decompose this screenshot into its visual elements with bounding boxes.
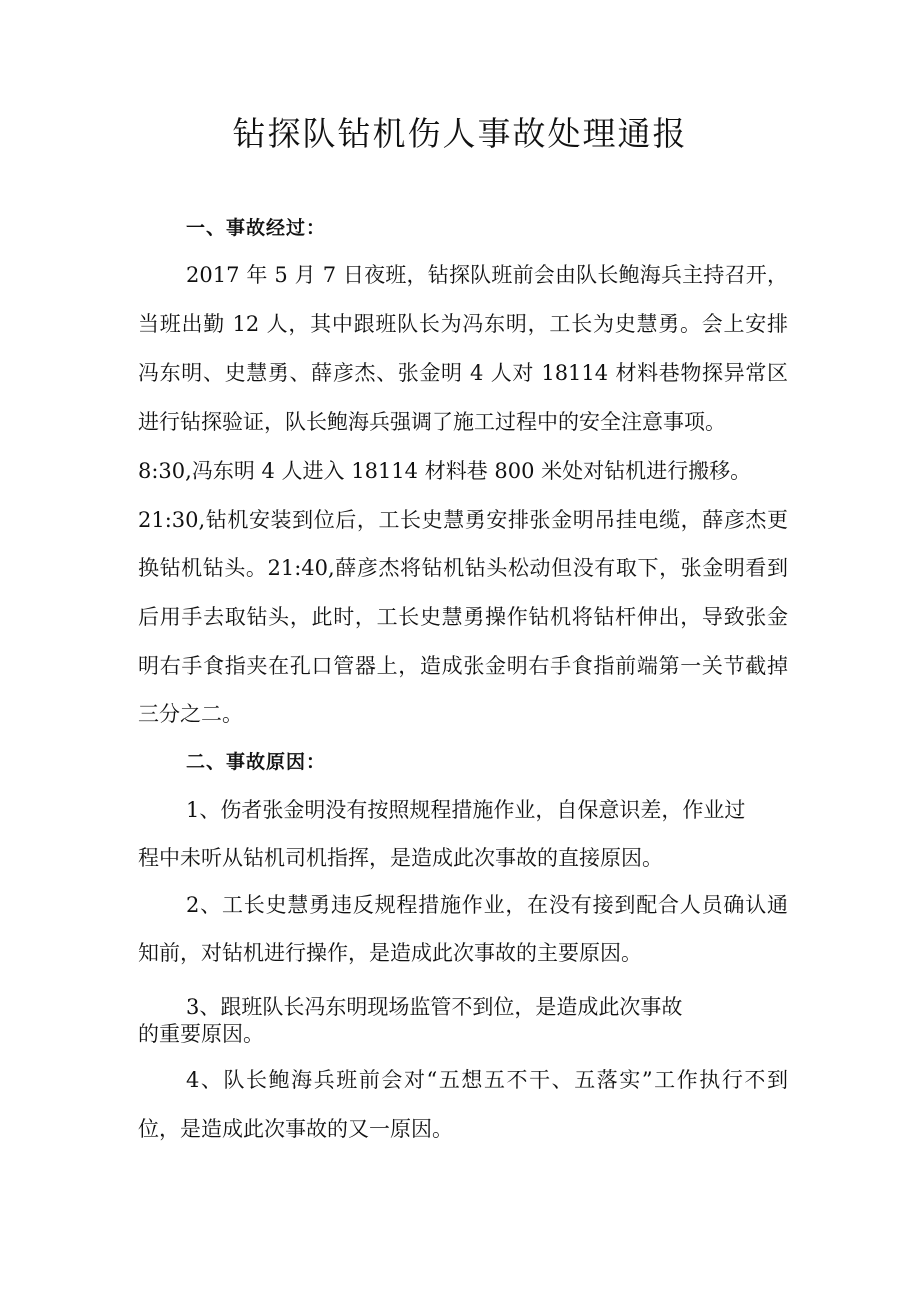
paragraph-line: 后用手去取钻头，此时，工长史慧勇操作钻机将钻杆伸出，导致张金 bbox=[138, 605, 788, 629]
paragraph-line: 三分之二。 bbox=[138, 702, 243, 726]
cause-item-line: 4、队长鲍海兵班前会对“五想五不干、五落实”工作执行不到 bbox=[186, 1068, 788, 1092]
cause-item-line: 3、跟班队长冯东明现场监管不到位，是造成此次事故 bbox=[186, 995, 683, 1019]
paragraph-line: 8:30,冯东明 4 人进入 18114 材料巷 800 米处对钻机进行搬移。 bbox=[138, 459, 752, 483]
paragraph-line: 换钻机钻头。21:40,薛彦杰将钻机钻头松动但没有取下，张金明看到 bbox=[138, 556, 788, 580]
cause-item-line: 程中未听从钻机司机指挥，是造成此次事故的直接原因。 bbox=[138, 846, 663, 870]
document-title: 钻探队钻机伤人事故处理通报 bbox=[232, 114, 688, 153]
section-heading-process: 一、事故经过： bbox=[186, 217, 327, 239]
cause-item-line: 的重要原因。 bbox=[138, 1022, 264, 1046]
paragraph-line: 冯东明、史慧勇、薛彦杰、张金明 4 人对 18114 材料巷物探异常区 bbox=[138, 361, 788, 385]
paragraph-line: 2017 年 5 月 7 日夜班，钻探队班前会由队长鲍海兵主持召开， bbox=[186, 263, 788, 287]
cause-item-line: 知前，对钻机进行操作，是造成此次事故的主要原因。 bbox=[138, 941, 642, 965]
paragraph-line: 明右手食指夹在孔口管器上，造成张金明右手食指前端第一关节截掉 bbox=[138, 654, 788, 678]
paragraph-line: 21:30,钻机安装到位后，工长史慧勇安排张金明吊挂电缆，薛彦杰更 bbox=[138, 508, 788, 532]
cause-item-line: 1、伤者张金明没有按照规程措施作业，自保意识差，作业过 bbox=[186, 798, 746, 822]
paragraph-line: 当班出勤 12 人，其中跟班队长为冯东明，工长为史慧勇。会上安排 bbox=[138, 312, 788, 336]
cause-item-line: 位，是造成此次事故的又一原因。 bbox=[138, 1117, 453, 1141]
section-heading-causes: 二、事故原因： bbox=[186, 751, 327, 773]
cause-item-line: 2、工长史慧勇违反规程措施作业，在没有接到配合人员确认通 bbox=[186, 893, 788, 917]
paragraph-line: 进行钻探验证，队长鲍海兵强调了施工过程中的安全注意事项。 bbox=[138, 410, 726, 434]
